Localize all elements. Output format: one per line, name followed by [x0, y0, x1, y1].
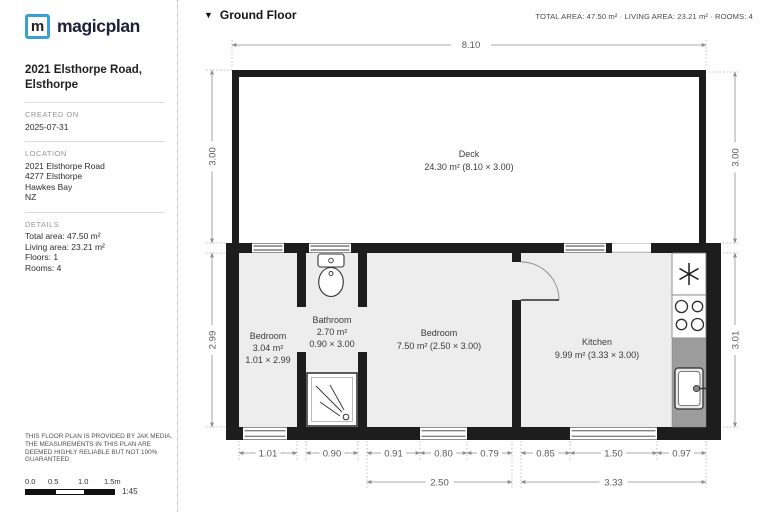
- project-title: [25, 63, 167, 93]
- bedroom1-dims: 1.01 × 2.99: [245, 355, 291, 365]
- scale-label: 1.5m: [104, 477, 121, 486]
- kitchen-area: 9.99 m² (3.33 × 3.00): [554, 350, 640, 360]
- details-section: [25, 220, 177, 274]
- area-summary: TOTAL AREA: 47.50 m² · LIVING AREA: 23.21 m² · ROOMS: 4: [535, 12, 753, 21]
- scale-label: 0.0: [25, 477, 36, 486]
- location-line: 2021 Elsthorpe Road: [25, 160, 105, 171]
- scale-bar: [25, 477, 175, 496]
- details-label: DETAILS: [25, 219, 60, 229]
- room-bedroom2: [367, 253, 512, 427]
- dim-house-right: 3.01: [730, 330, 742, 350]
- window: [420, 428, 467, 440]
- scale-ratio: 1:45: [122, 487, 138, 496]
- location-line: 4277 Elsthorpe: [25, 171, 83, 181]
- sink-icon: [675, 368, 707, 409]
- window: [309, 244, 351, 253]
- details-line: Rooms: 4: [25, 262, 62, 273]
- bedroom2-label: Bedroom: [420, 328, 458, 338]
- bathroom-area: 2.70 m²: [316, 327, 348, 337]
- dim-bottom: 0.85: [536, 448, 555, 460]
- divider: [25, 102, 165, 103]
- bedroom1-area: 3.04 m²: [252, 343, 284, 353]
- details-line: Living area: 23.21 m²: [25, 241, 105, 252]
- bedroom1-label: Bedroom: [249, 331, 287, 341]
- window: [243, 428, 287, 440]
- project-title-line1: 2021 Elsthorpe Road,: [25, 64, 142, 76]
- dim-top: 8.10: [461, 40, 481, 51]
- window: [252, 244, 284, 253]
- shower-icon: [307, 373, 357, 426]
- scale-segment: [85, 489, 115, 495]
- location-line: Hawkes Bay: [25, 181, 73, 192]
- disclaimer-line: GUARANTEED: [25, 456, 70, 464]
- wall-opening: [612, 243, 651, 253]
- created-on-section: [25, 110, 177, 132]
- project-title-line2: Elsthorpe: [25, 79, 79, 91]
- dim-bottom: 0.80: [434, 448, 453, 460]
- fridge-icon: [672, 253, 706, 295]
- divider: [25, 212, 165, 213]
- deck-area: 24.30 m² (8.10 × 3.00): [424, 162, 514, 172]
- bathroom-label: Bathroom: [312, 315, 352, 325]
- location-label: LOCATION: [25, 149, 67, 158]
- scale-bar-graphic: [25, 487, 175, 496]
- stove-icon: [672, 295, 706, 338]
- bedroom2-area: 7.50 m² (2.50 × 3.00): [396, 341, 482, 351]
- divider: [25, 141, 165, 142]
- disclaimer-line: DEEMED HIGHLY RELIABLE BUT NOT 100%: [25, 448, 158, 456]
- magicplan-logo-text: magicplan: [57, 16, 140, 36]
- dim-bottom: 0.79: [480, 448, 499, 460]
- sidebar: [0, 0, 178, 512]
- created-on-label: CREATED ON: [25, 110, 79, 119]
- dim-bottom: 0.97: [672, 448, 691, 460]
- location-line: NZ: [25, 192, 37, 202]
- floorplan-drawing: [191, 0, 767, 512]
- window: [564, 244, 606, 253]
- dim-bottom: 1.50: [604, 448, 623, 460]
- scale-segment: [25, 489, 55, 495]
- floor-name: Ground Floor: [219, 8, 297, 22]
- dim-house-left: 2.99: [207, 330, 219, 350]
- magicplan-logo: [25, 14, 177, 39]
- dim-deck-left: 3.00: [207, 147, 219, 166]
- dim-bottom-total: 3.33: [604, 477, 623, 489]
- bathroom-dims: 0.90 × 3.00: [309, 339, 355, 349]
- window: [570, 428, 657, 440]
- scale-label: 0.5: [48, 477, 59, 486]
- details-line: Floors: 1: [25, 252, 59, 262]
- disclaimer-line: THE MEASUREMENTS IN THIS PLAN ARE: [25, 440, 151, 448]
- dim-bottom-total: 2.50: [430, 477, 449, 489]
- scale-segment: [55, 489, 85, 495]
- plan-panel: [178, 0, 768, 512]
- deck-label: Deck: [458, 149, 480, 159]
- disclaimer-line: THIS FLOOR PLAN IS PROVIDED BY JAK MEDIA.: [25, 433, 173, 440]
- magicplan-m-icon: m: [25, 14, 50, 39]
- details-line: Total area: 47.50 m²: [25, 231, 101, 241]
- toilet-icon: [318, 254, 344, 297]
- created-on-value: 2025-07-31: [25, 121, 69, 132]
- disclaimer: [25, 433, 177, 464]
- kitchen-label: Kitchen: [581, 337, 613, 347]
- dim-deck-right: 3.00: [730, 148, 742, 167]
- scale-bar-labels: [25, 477, 175, 486]
- dim-bottom: 1.01: [258, 448, 278, 460]
- collapse-triangle-icon[interactable]: ▼: [204, 10, 213, 20]
- location-section: [25, 149, 177, 203]
- scale-label: 1.0: [78, 477, 89, 486]
- dim-bottom: 0.90: [322, 448, 342, 460]
- dim-bottom: 0.91: [384, 448, 403, 460]
